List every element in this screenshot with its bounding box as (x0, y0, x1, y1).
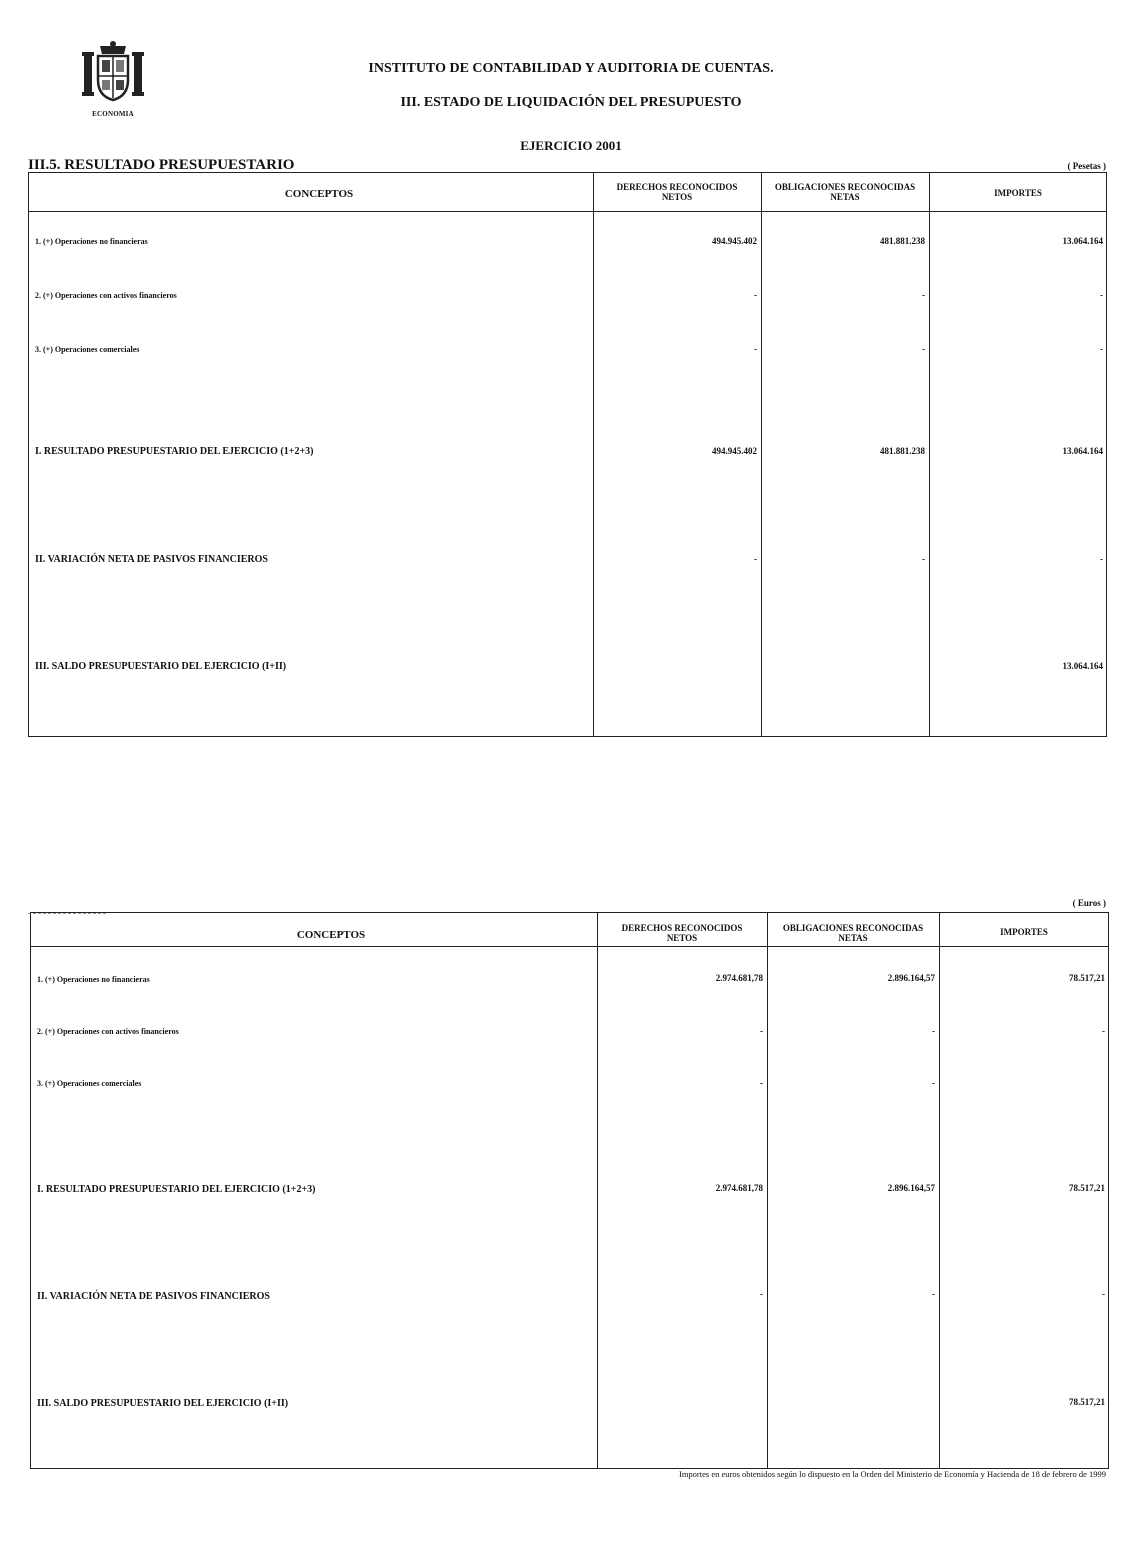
row-label: III. SALDO PRESUPUESTARIO DEL EJERCICIO (I+II) (35, 661, 287, 672)
unit-euros: ( Euros ) (1072, 898, 1106, 908)
crest-label: ECONOMIA (92, 110, 134, 118)
column-header-derechos (599, 923, 765, 943)
column-header-conceptos: CONCEPTOS (296, 929, 366, 941)
header-line: NETOS (666, 933, 698, 943)
header-line: OBLIGACIONES RECONOCIDAS (774, 182, 916, 192)
exercise-year: EJERCICIO 2001 (520, 138, 622, 153)
footnote: Importes en euros obtenidos según lo dispuesto en la Orden del Ministerio de Economía y Hacienda de 18 de febrero de 1999 (678, 1469, 1106, 1479)
row-label: II. VARIACIÓN NETA DE PASIVOS FINANCIEROS (35, 554, 268, 565)
pesetas-table (28, 172, 1107, 737)
cell-obligaciones: - (922, 344, 925, 354)
header-line: DERECHOS RECONOCIDOS (621, 923, 743, 933)
cell-importes: 13.064.164 (1062, 446, 1103, 456)
row-label: I. RESULTADO PRESUPUESTARIO DEL EJERCICIO (1+2+3) (37, 1184, 316, 1195)
unit-pesetas: ( Pesetas ) (1067, 161, 1106, 171)
cell-obligaciones: 481.881.238 (880, 236, 925, 246)
column-divider (929, 173, 930, 736)
row-label: I. RESULTADO PRESUPUESTARIO DEL EJERCICIO (1+2+3) (35, 446, 314, 457)
row-label: 1. (+) Operaciones no financieras (35, 237, 148, 246)
cell-obligaciones: 2.896.164,57 (887, 973, 935, 983)
cell-obligaciones: - (932, 1078, 935, 1088)
cell-derechos: 494.945.402 (712, 236, 757, 246)
header-divider (31, 946, 1108, 947)
cell-obligaciones: - (922, 290, 925, 300)
column-divider (767, 913, 768, 1468)
euros-table (30, 912, 1109, 1469)
column-header-obligaciones (769, 923, 937, 943)
cell-obligaciones: - (932, 1026, 935, 1036)
cell-importes: 78.517,21 (1069, 973, 1105, 983)
header-line: NETAS (830, 192, 860, 202)
column-divider (761, 173, 762, 736)
column-divider (593, 173, 594, 736)
section-title: III.5. RESULTADO PRESUPUESTARIO (28, 157, 295, 173)
column-header-importes: IMPORTES (1000, 927, 1048, 937)
header-line: NETOS (661, 192, 693, 202)
cell-importes: - (1100, 554, 1103, 564)
row-label: 2. (+) Operaciones con activos financieros (37, 1027, 179, 1036)
cell-derechos: - (760, 1026, 763, 1036)
cell-importes: 78.517,21 (1069, 1397, 1105, 1407)
cell-derechos: - (754, 554, 757, 564)
institute-title: INSTITUTO DE CONTABILIDAD Y AUDITORIA DE CUENTAS. (368, 61, 774, 76)
cell-importes: 78.517,21 (1069, 1183, 1105, 1193)
cell-derechos: - (760, 1078, 763, 1088)
column-header-conceptos: CONCEPTOS (284, 188, 354, 200)
column-divider (597, 913, 598, 1468)
row-label: 1. (+) Operaciones no financieras (37, 975, 150, 984)
row-label: 2. (+) Operaciones con activos financieros (35, 291, 177, 300)
cell-importes: - (1100, 344, 1103, 354)
header-divider (29, 211, 1106, 212)
report-subtitle: III. ESTADO DE LIQUIDACIÓN DEL PRESUPUESTO (400, 95, 742, 110)
cell-obligaciones: - (922, 554, 925, 564)
row-label: II. VARIACIÓN NETA DE PASIVOS FINANCIEROS (37, 1291, 270, 1302)
cell-derechos: - (760, 1289, 763, 1299)
cell-importes: 13.064.164 (1062, 661, 1103, 671)
row-label: 3. (+) Operaciones comerciales (37, 1079, 142, 1088)
cell-obligaciones: 2.896.164,57 (887, 1183, 935, 1193)
cell-derechos: - (754, 290, 757, 300)
cell-importes: - (1100, 290, 1103, 300)
cell-derechos: 2.974.681,78 (715, 973, 763, 983)
header-line: DERECHOS RECONOCIDOS (616, 182, 738, 192)
header-line: OBLIGACIONES RECONOCIDAS (782, 923, 924, 933)
cell-derechos: - (754, 344, 757, 354)
column-header-derechos (595, 182, 759, 202)
cell-importes: - (1102, 1289, 1105, 1299)
column-header-obligaciones (763, 182, 927, 202)
cell-importes: 13.064.164 (1062, 236, 1103, 246)
cell-derechos: 2.974.681,78 (715, 1183, 763, 1193)
cell-importes: - (1102, 1026, 1105, 1036)
header-line: NETAS (838, 933, 868, 943)
cell-obligaciones: - (932, 1289, 935, 1299)
cell-derechos: 494.945.402 (712, 446, 757, 456)
column-header-importes: IMPORTES (994, 188, 1042, 198)
column-divider (939, 913, 940, 1468)
row-label: III. SALDO PRESUPUESTARIO DEL EJERCICIO (I+II) (37, 1398, 289, 1409)
row-label: 3. (+) Operaciones comerciales (35, 345, 140, 354)
cell-obligaciones: 481.881.238 (880, 446, 925, 456)
